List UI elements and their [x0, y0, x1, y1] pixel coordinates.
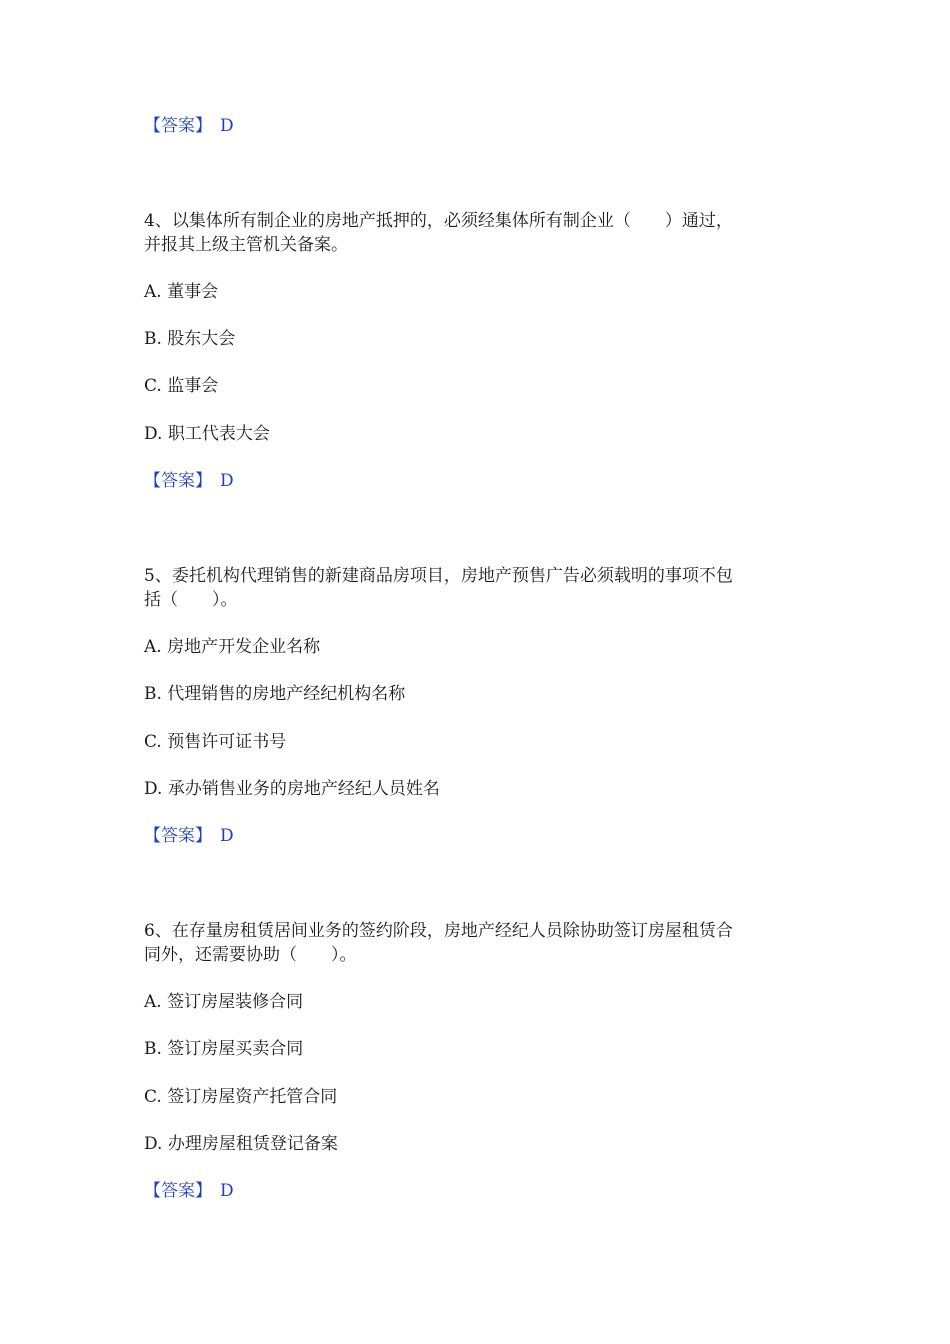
- answer-label: 【答案】: [144, 826, 212, 846]
- option-c: C. 预售许可证书号: [144, 732, 287, 752]
- question-text: 并报其上级主管机关备案。: [144, 235, 348, 255]
- option-b: B. 代理销售的房地产经纪机构名称: [144, 684, 406, 704]
- option-d: D. 办理房屋租赁登记备案: [144, 1134, 338, 1154]
- option-b: B. 股东大会: [144, 329, 236, 349]
- option-b: B. 签订房屋买卖合同: [144, 1039, 304, 1059]
- answer-value: D: [220, 116, 234, 136]
- question-text: 同外，还需要协助（ ）。: [144, 945, 357, 965]
- answer-line: [144, 1179, 234, 1203]
- answer-value: D: [220, 471, 234, 491]
- answer-label: 【答案】: [144, 116, 212, 136]
- option-c: C. 签订房屋资产托管合同: [144, 1087, 338, 1107]
- option-d: D. 职工代表大会: [144, 424, 270, 444]
- option-a: A. 房地产开发企业名称: [144, 637, 321, 657]
- option-a: A. 董事会: [144, 282, 219, 302]
- question-text: 6、在存量房租赁居间业务的签约阶段，房地产经纪人员除协助签订房屋租赁合: [144, 921, 733, 941]
- answer-label: 【答案】: [144, 1181, 212, 1201]
- option-a: A. 签订房屋装修合同: [144, 992, 304, 1012]
- question-text: 4、以集体所有制企业的房地产抵押的，必须经集体所有制企业（ ）通过，: [144, 211, 733, 231]
- question-text: 括（ ）。: [144, 590, 238, 610]
- question-text: 5、委托机构代理销售的新建商品房项目，房地产预售广告必须载明的事项不包: [144, 566, 733, 586]
- answer-label: 【答案】: [144, 471, 212, 491]
- answer-line: [144, 114, 234, 138]
- answer-value: D: [220, 826, 234, 846]
- answer-line: [144, 469, 234, 493]
- option-d: D. 承办销售业务的房地产经纪人员姓名: [144, 779, 440, 799]
- answer-value: D: [220, 1181, 234, 1201]
- answer-line: [144, 824, 234, 848]
- option-c: C. 监事会: [144, 376, 219, 396]
